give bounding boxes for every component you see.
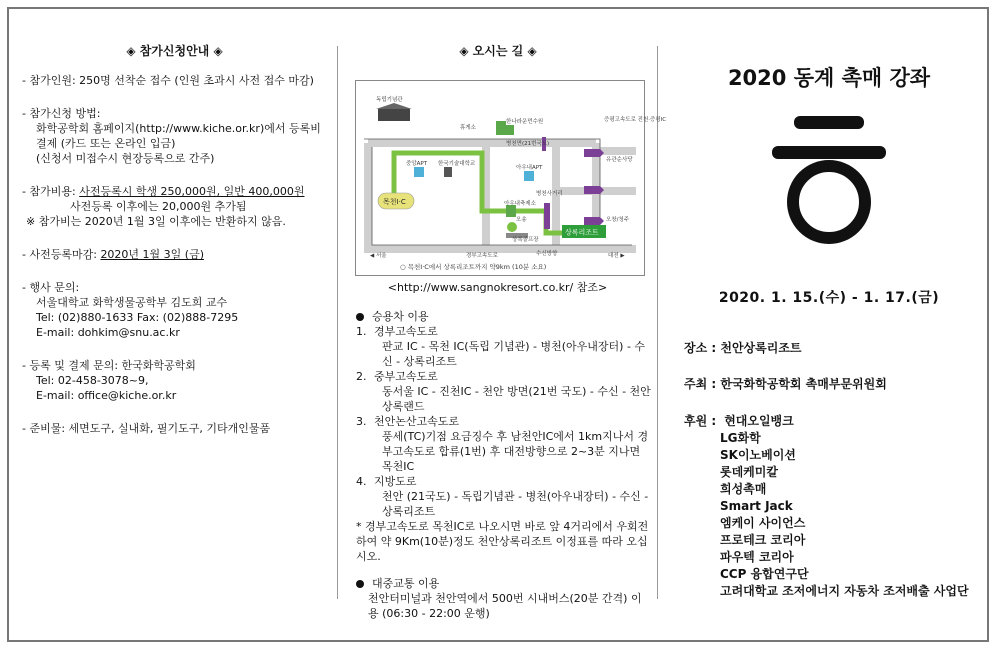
map-label-auneje: 아우내축제소: [504, 201, 536, 207]
car-section: 승용차 이용 1. 경부고속도로 판교 IC - 목천 IC(독립 기념관) - 병천(아우내장터) - 수신 - 상록리조트 2. 중부고속도로 동서울 IC - 진천IC - 천안 방면(21번 국도) - 수신 - 천안상록랜드 3. 천안논산고속도로 풍세(TC)기점 요금징수 후 남천안IC에서 1km지나서 경부고속도로 합류(1번) 후 대전방향으로 2~3분 지나면 목천IC 4. 지방도로 천안 (21국도) - 독립기념관 - 병천(아우내장터) - 수신 - 상록리조트 * 경부고속도로 목천IC로 나오시면 바로 앞 4거리에서 우회전하여 약 9Km(10분)정도 천안상록리조트 이정표를 따라 오십시오.: [356, 310, 651, 563]
bullet-icon: [356, 580, 364, 588]
map-label-expressway: 경부고속도로: [466, 253, 498, 259]
map-label-daejeon: 대전 ▶: [608, 253, 625, 259]
route-item: 2. 중부고속도로 동서울 IC - 진천IC - 천안 방면(21번 국도) - 수신 - 천안상록랜드: [356, 370, 651, 413]
location-map: [355, 80, 667, 276]
map-label-suhsin: 수신방향: [536, 251, 558, 257]
attendees: - 참가인원: 250명 선착순 접수 (인원 초과시 사전 접수 마감): [22, 74, 314, 87]
map-label-resort: 상록리조트: [565, 228, 599, 237]
map-label-kut: 한국기술대학교: [438, 161, 476, 167]
sponsor-item: Smart Jack: [720, 499, 793, 513]
sponsor-item: 고려대학교 조저에너지 자동차 조저배출 사업단: [720, 584, 969, 598]
venue: 장소 : 천안상록리조트: [684, 341, 802, 355]
map-label-sarigeori: 병천사거리: [536, 191, 563, 197]
sponsor-item: 희성촉매: [720, 482, 767, 496]
registration-heading: ◈ 참가신청안내 ◈: [126, 44, 223, 58]
event-contact: - 행사 문의: 서울대학교 화학생물공학부 김도희 교수 Tel: (02)880-1633 Fax: (02)888-7295 E-mail: dohkim@snu.ac.kr: [22, 281, 239, 339]
map-caption: ○ 목천I·C에서 상록리조트까지 약9km (10분 소요): [400, 263, 547, 271]
route-note: * 경부고속도로 목천IC로 나오시면 바로 앞 4거리에서 우회전하여 약 9Km(10분)정도 천안상록리조트 이정표를 따라 오십시오.: [356, 520, 649, 563]
sponsor-item: 현대오일뱅크: [724, 414, 794, 428]
method: - 참가신청 방법: 화학공학회 홈페이지(http://www.kiche.or.kr)에서 등록비 결제 (카드 또는 온라인 입금) (신청서 미접수시 현장등록으로 간주): [22, 107, 321, 165]
map-label-mokcheon-ic: 목천I·C: [383, 198, 406, 206]
map-label-sangnok-sports: 상록골프장: [512, 237, 539, 243]
map-label-rest-area: 휴게소: [460, 125, 476, 131]
sponsor-item: 엠케이 사이언스: [720, 516, 806, 530]
sponsor-item: SK이노베이션: [720, 448, 796, 462]
map-label-ochang: 오창/청주: [606, 217, 630, 223]
map-label-grand-apt: 아우내APT: [516, 165, 543, 171]
map-label-jeungpyeong: 증평고속도로 진천·증평IC: [604, 117, 667, 123]
sponsors: 후원 : 현대오일뱅크 LG화학 SK이노베이션 롯데케미칼 희성촉매 Smart Jack 엠케이 사이언스 프로테크 코리아 파우텍 코리아 CCP 융합연구단 고려대학교 조저에너지 자동차 조저배출 사업단: [684, 414, 969, 598]
sponsor-item: LG화학: [720, 431, 761, 445]
column-divider: [337, 46, 338, 599]
sponsor-item: 프로테크 코리아: [720, 533, 806, 547]
map-label-apt: 중앙APT: [406, 161, 428, 167]
course-title: 2020 동계 촉매 강좌: [727, 66, 931, 90]
directions-text: [356, 280, 651, 621]
sponsor-item: CCP 융합연구단: [720, 567, 809, 581]
map-label-memorial: 독립기념관: [376, 97, 403, 103]
resort-url: <http://www.sangnokresort.co.kr/ 참조>: [387, 281, 608, 294]
map-svg: [356, 81, 667, 275]
course-date: 2020. 1. 15.(수) - 1. 17.(금): [718, 290, 940, 306]
hieut-logo-icon: [772, 116, 886, 246]
map-label-seoul: ◀ 서울: [370, 253, 387, 259]
registration-info: [22, 44, 327, 454]
sponsor-item: 롯데케미칼: [720, 465, 778, 479]
bus-section: 대중교통 이용 천안터미널과 천안역에서 500번 시내버스(20분 간격) 이용 (06:30 - 22:00 운행): [356, 576, 651, 621]
sponsor-item: 파우텍 코리아: [720, 550, 794, 564]
map-label-byeongcheon: 병천면(21번국도): [506, 141, 550, 147]
column-divider: [657, 46, 658, 599]
fee: - 참가비용: 사전등록시 학생 250,000원, 일반 400,000원 사전등록 이후에는 20,000원 추가됨 ※ 참가비는 2020년 1월 3일 이후에는 반환하지 않음.: [22, 185, 305, 228]
route-item: 3. 천안논산고속도로 풍세(TC)기점 요금징수 후 남천안IC에서 1km지나서 경부고속도로 합류(1번) 후 대전방향으로 2~3분 지나면 목천IC: [356, 415, 649, 473]
bullet-icon: [356, 313, 364, 321]
supplies: - 준비물: 세면도구, 실내화, 필기도구, 기타개인물품: [22, 422, 271, 435]
directions-heading: ◈ 오시는 길 ◈: [459, 44, 537, 58]
route-item: 4. 지방도로 천안 (21국도) - 독립기념관 - 병천(아우내장터) - 수신 - 상록리조트: [356, 475, 649, 518]
directions: [348, 44, 648, 73]
host: 주최 : 한국화학공학회 촉매부문위원회: [684, 377, 887, 391]
route-item: 1. 경부고속도로 판교 IC - 목천 IC(독립 기념관) - 병천(아우내장터) - 수신 - 상록리조트: [356, 325, 646, 368]
deadline: - 사전등록마감: 2020년 1월 3일 (금): [22, 248, 205, 261]
map-label-osong: 오송: [516, 217, 527, 223]
map-label-hanira: 한나라운먼수원: [506, 119, 544, 125]
map-label-yukwan: 유관순사당: [606, 157, 633, 163]
registration-contact: - 등록 및 결제 문의: 한국화학공학회 Tel: 02-458-3078~9, E-mail: office@kiche.or.kr: [22, 359, 196, 402]
